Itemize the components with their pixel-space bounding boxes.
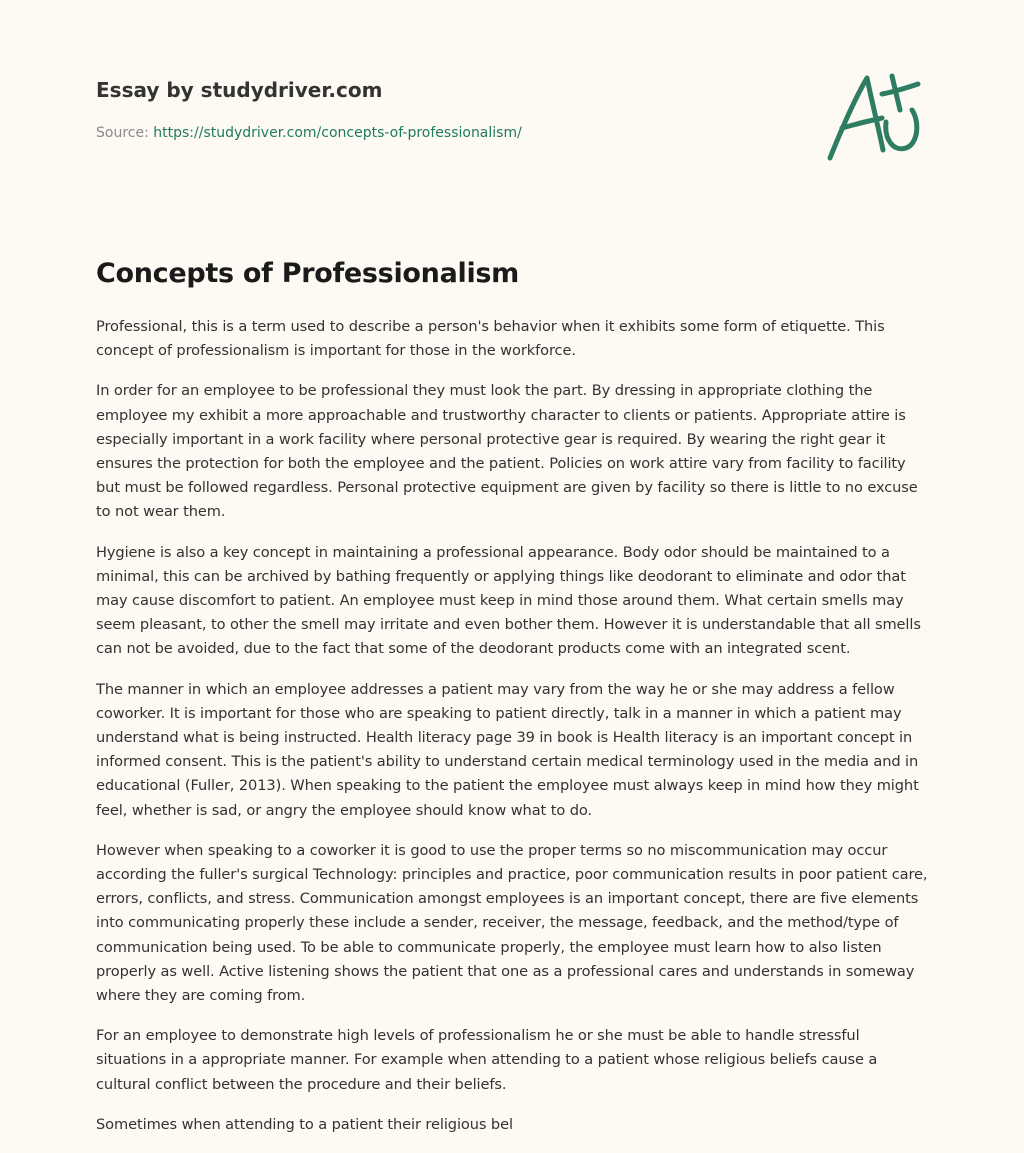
a-plus-logo-icon <box>820 66 930 166</box>
essay-paragraph: Hygiene is also a key concept in maintaining a professional appearance. Body odor should be maintained to a minimal, this can be archived by bathing frequently or applying things like deodorant to eliminate and odor that may cause discomfort to patient. An employee must keep in mind those around them. What certain smells may seem pleasant, to other the smell may irritate and even bother them. However it is understandable that all smells can not be avoided, due to the fact that some of the deodorant products come with an integrated scent. <box>96 543 921 658</box>
source-line <box>96 124 796 142</box>
essay-paragraph: Sometimes when attending to a patient their religious bel <box>96 1115 513 1133</box>
source-label: Source: <box>96 125 154 141</box>
essay-paragraph: For an employee to demonstrate high levels of professionalism he or she must be able to handle stressful situations in a appropriate manner. For example when attending to a patient whose religious beliefs cause a cultural conflict between the procedure and their beliefs. <box>96 1027 878 1093</box>
essay-title: Concepts of Professionalism <box>96 258 520 289</box>
a-plus-logo-svg <box>820 66 930 166</box>
essay-paragraph: The manner in which an employee addresses a patient may vary from the way he or she may address a fellow coworker. It is important for those who are speaking to patient directly, talk in a manner in which a patient may understand what is being instructed. Health literacy page 39 in book is Health literacy is an important concept in informed consent. This is the patient's ability to understand certain medical terminology used in the media and in educational (Fuller, 2013). When speaking to the patient the employee must always keep in mind how they might feel, whether is sad, or angry the employee should know what to do. <box>96 680 919 819</box>
source-link[interactable]: https://studydriver.com/concepts-of-professionalism/ <box>153 125 522 141</box>
essay-body <box>96 315 934 1153</box>
essay-paragraph: However when speaking to a coworker it is good to use the proper terms so no miscommunication may occur according the fuller's surgical Technology: principles and practice, poor communication results in poor patient care, errors, conflicts, and stress. Communication amongst employees is an important concept, there are five elements into communicating properly these include a sender, receiver, the message, feedback, and the method/type of communication being used. To be able to communicate properly, the employee must learn how to also listen properly as well. Active listening shows the patient that one as a professional cares and understands in someway where they are coming from. <box>96 841 928 1005</box>
essay-paragraph: Professional, this is a term used to describe a person's behavior when it exhibits some form of etiquette. This concept of professionalism is important for those in the workforce. <box>96 318 885 360</box>
page-header <box>96 78 796 142</box>
site-title: Essay by studydriver.com <box>96 78 383 102</box>
essay-paragraph: In order for an employee to be professional they must look the part. By dressing in appropriate clothing the employee my exhibit a more approachable and trustworthy character to clients or patients. Appropriate attire is especially important in a work facility where personal protective gear is required. By wearing the right gear it ensures the protection for both the employee and the patient. Policies on work attire vary from facility to facility but must be followed regardless. Personal protective equipment are given by facility so there is little to no excuse to not wear them. <box>96 382 918 521</box>
